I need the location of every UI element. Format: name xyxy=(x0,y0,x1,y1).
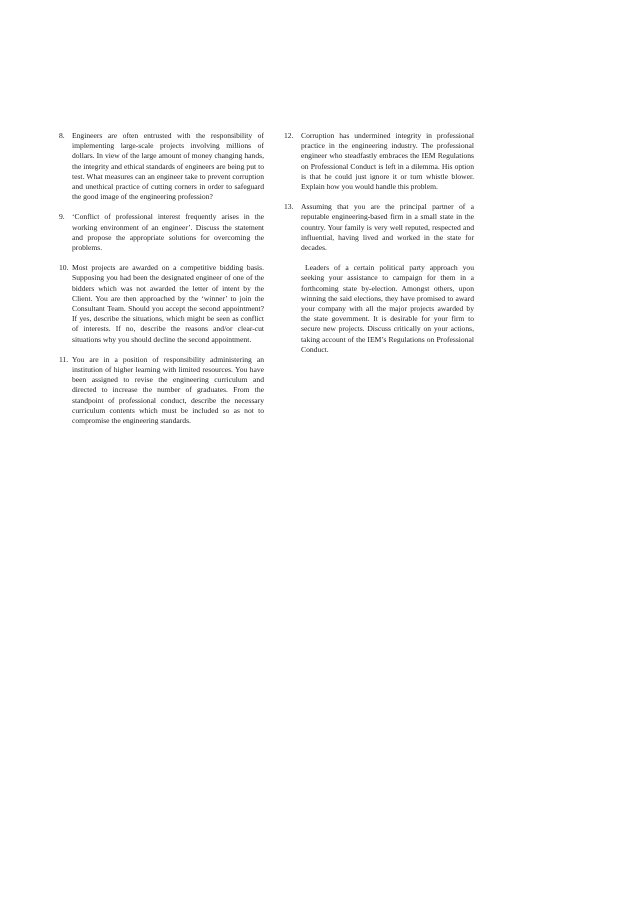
question-number: 10. xyxy=(59,263,69,273)
question-8 xyxy=(59,131,264,202)
question-text: Engineers are often entrusted with the responsibility of implementing large-scale projects involving millions of dollars. In view of the large amount of money changing hands, the integrity and ethical standards of engineers are being put to test. What measures can an engineer take to prevent corruption and unethical practice of cutting corners in order to safeguard the good image of the engineering profession? xyxy=(72,131,264,202)
question-13-continuation: Leaders of a certain political party approach you seeking your assistance to campaign for them in a forthcoming state by-election. Amongst others, upon winning the said elections, they have promised to award your company with all the major projects awarded by the state government. It is desirable for your firm to secure new projects. Discuss critically on your actions, taking account of the IEM’s Regulations on Professional Conduct. xyxy=(301,263,474,354)
left-column xyxy=(59,131,264,436)
question-text: Most projects are awarded on a competitive bidding basis. Supposing you had been the designated engineer of one of the bidders which was not awarded the letter of intent by the Client. You are then approached by the ‘winner’ to join the Consultant Team. Should you accept the second appointment? If yes, describe the situations, which might be seen as conflict of interests. If no, describe the reasons and/or clear-cut situations why you should decline the second appointment. xyxy=(72,263,264,344)
question-text: You are in a position of responsibility administering an institution of higher learning with limited resources. You have been assigned to revise the engineering curriculum and directed to increase the number of graduates. From the standpoint of professional conduct, describe the necessary curriculum contents which must be included so as not to compromise the engineering standards. xyxy=(72,354,264,426)
question-number: 9. xyxy=(59,212,65,222)
question-text: ‘Conflict of professional interest frequently arises in the working environment of an engineer’. Discuss the statement and propose the appropriate solutions for overcoming the problems. xyxy=(72,212,264,253)
question-text: Assuming that you are the principal partner of a reputable engineering-based firm in a small state in the country. Your family is very well reputed, respected and influential, having lived and worked in the state for decades. xyxy=(301,202,474,253)
question-13 xyxy=(284,202,474,253)
question-11 xyxy=(59,355,264,426)
question-12 xyxy=(284,131,474,192)
question-number: 8. xyxy=(59,131,65,140)
question-number: 13. xyxy=(284,202,294,212)
question-10 xyxy=(59,263,264,345)
right-column xyxy=(284,131,474,365)
question-number: 12. xyxy=(284,131,294,140)
question-9 xyxy=(59,212,264,253)
question-number: 11. xyxy=(59,354,69,364)
question-text: Corruption has undermined integrity in professional practice in the engineering industry. The professional engineer who steadfastly embraces the IEM Regulations on Professional Conduct is left in a dilemma. His option is that he could just ignore it or turn whistle blower. Explain how you would handle this problem. xyxy=(301,131,474,192)
